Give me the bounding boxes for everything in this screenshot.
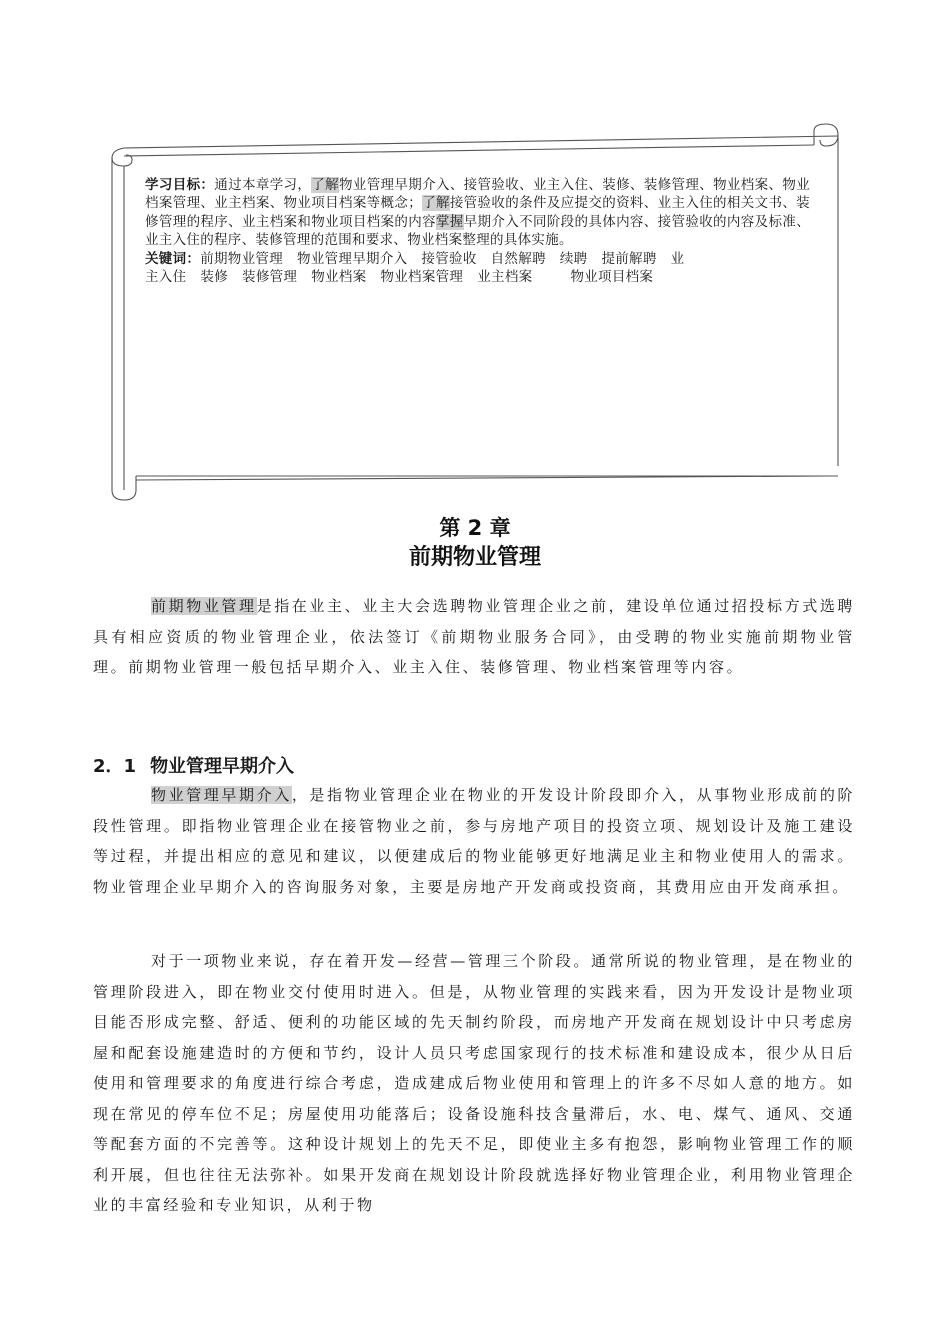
keyword: 前期物业管理 [200, 250, 284, 267]
early-intervention-definition [93, 780, 855, 902]
keyword: 物业项目档案 [570, 269, 654, 286]
keyword: 自然解聘 [490, 250, 546, 267]
para1-text: ，是指物业管理企业在物业的开发设计阶段即介入，从事物业形成前的阶段性管理。即指物业管理企业在接管物业之前，参与房地产项目的投资立项、规划设计及施工建设等过程，并提出相应的意见和建议，以便建成后的物业能够更好地满足业主和物业使用人的需求。物业管理企业早期介入的咨询服务对象，主要是房地产开发商或投资商，其费用应由开发商承担。 [93, 786, 856, 896]
intro-text: 是指在业主、业主大会选聘物业管理企业之前，建设单位通过招投标方式选聘具有相应资质的物业管理企业，依法签订《前期物业服务合同》，由受聘的物业实施前期物业管理。前期物业管理一般包括早期介入、业主入住、装修管理、物业档案管理等内容。 [93, 597, 856, 676]
keyword: 业主档案 [477, 269, 533, 286]
section-heading [93, 752, 294, 778]
objectives-highlight-2: 了解 [422, 195, 450, 212]
keyword: 装修 [200, 269, 229, 286]
keyword: 提前解聘 [601, 250, 657, 267]
objectives-text-1: 通过本章学习， [214, 177, 312, 193]
keyword: 装修管理 [242, 269, 298, 286]
learning-objectives-box [145, 176, 810, 286]
chapter-title: 前期物业管理 [408, 545, 541, 570]
learning-objectives [145, 176, 810, 250]
intro-term: 前期物业管理 [151, 597, 257, 615]
intro-paragraph [93, 591, 855, 683]
objectives-text-2: 物业管理早期介入、接管验收、业主入住、装修、装修管理、物业档案、物业档案管理、业主档案、物业项目档案等概念； [145, 177, 810, 212]
keyword: 物业档案 [311, 269, 367, 286]
objectives-label: 学习目标： [145, 177, 215, 193]
keywords-label: 关键词： [145, 250, 201, 267]
stages-paragraph [93, 946, 855, 1221]
keywords-line-1 [145, 250, 810, 268]
keywords-line-2 [145, 268, 810, 286]
chapter-number: 第 2 章 [439, 516, 511, 540]
objectives-text-3: 接管验收的条件及应提交的资料、业主入住的相关文书、装修管理的程序、业主档案和物业项目档案的内容 [145, 195, 810, 230]
section-title: 物业管理早期介入 [150, 756, 295, 777]
keyword: 接管验收 [421, 250, 477, 267]
objectives-highlight-3: 掌握 [435, 213, 464, 230]
keyword-part-2: 主入住 [145, 269, 187, 286]
para1-term: 物业管理早期介入 [151, 786, 292, 804]
keyword: 物业档案管理 [380, 269, 464, 286]
keyword-part-1: 业 [670, 250, 685, 267]
objectives-highlight-1: 了解 [311, 177, 339, 193]
para2-text: 对于一项物业来说，存在着开发—经营—管理三个阶段。通常所说的物业管理，是在物业的管理阶段进入，即在物业交付使用时进入。但是，从物业管理的实践来看，因为开发设计是物业项目能否形成完整、舒适、便利的功能区域的先天制约阶段，而房地产开发商在规划设计中只考虑房屋和配套设施建造时的方便和节约，设计人员只考虑国家现行的技术标准和建设成本，很少从日后使用和管理要求的角度进行综合考虑，造成建成后物业使用和管理上的许多不尽如人意的地方。如现在常见的停车位不足；房屋使用功能落后；设备设施科技含量滞后，水、电、煤气、通风、交通等配套方面的不完善等。这种设计规划上的先天不足，即使业主多有抱怨，影响物业管理工作的顺利开展，但也往往无法弥补。如果开发商在规划设计阶段就选择好物业管理企业，利用物业管理企业的丰富经验和专业知识，从利于物 [93, 952, 856, 1214]
section-number: 2．1 [93, 756, 137, 777]
keyword: 续聘 [559, 250, 588, 267]
objectives-text-4: 早期介入不同阶段的具体内容、接管验收的内容及标准、业主入住的程序、装修管理的范围和要求、物业档案整理的具体实施。 [145, 213, 810, 249]
keyword: 物业管理早期介入 [297, 250, 408, 267]
